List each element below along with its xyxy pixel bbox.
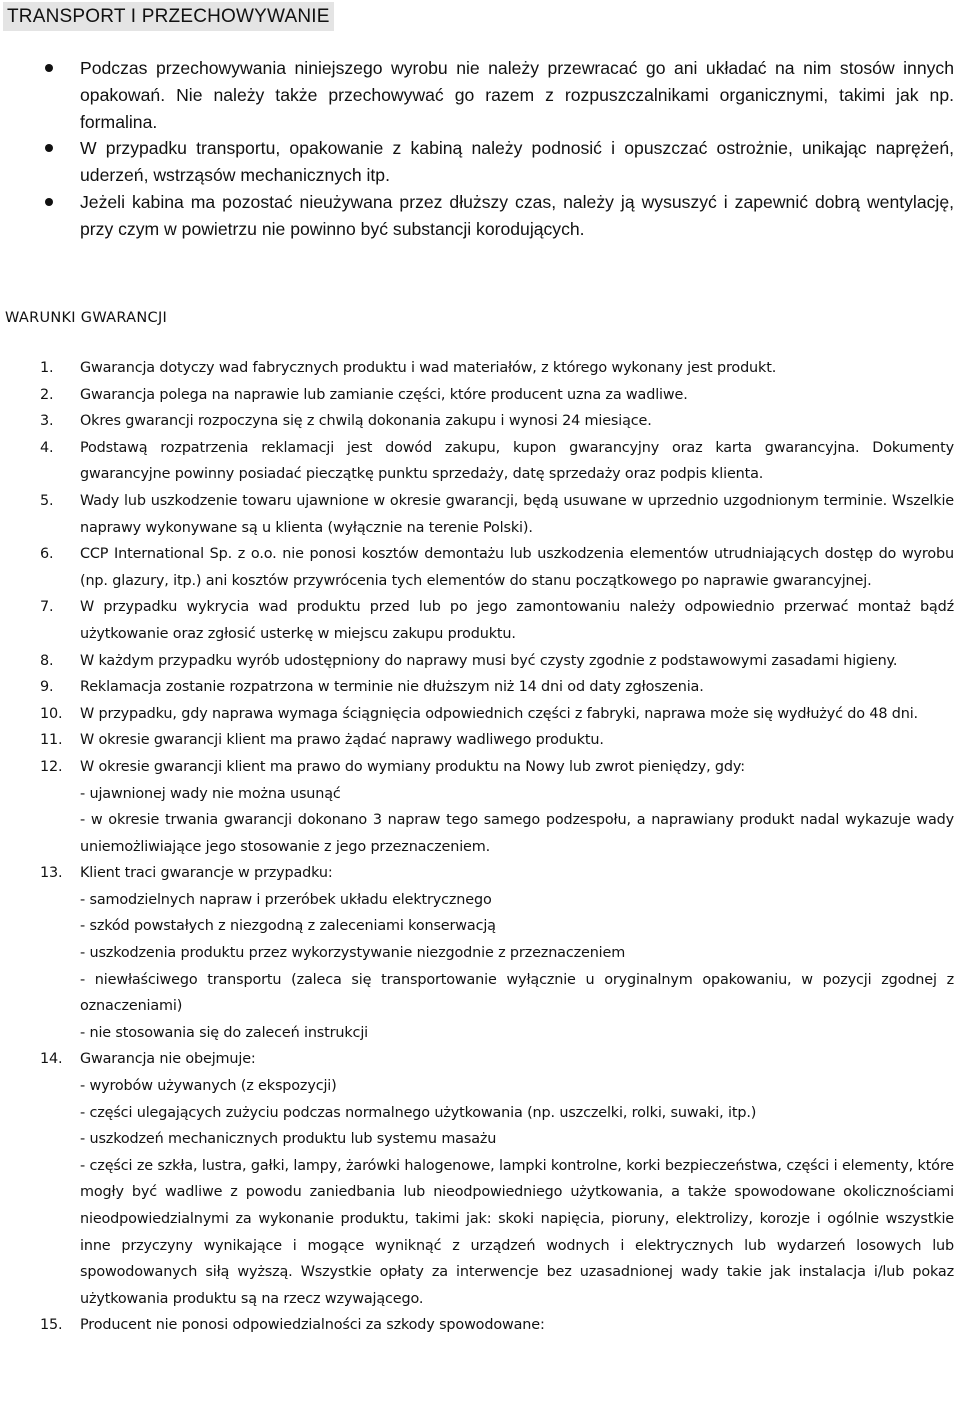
warranty-item — [0, 488, 960, 541]
warranty-item-text: CCP International Sp. z o.o. nie ponosi kosztów demontażu lub uszkodzenia elementów utrudniających dostęp do wyrobu (np. glazury, itp.) ani kosztów przywrócenia tych elementów do stanu początkowego po naprawie gwarancyjnej. — [80, 546, 954, 589]
warranty-item — [0, 648, 960, 675]
warranty-item-number: 7. — [40, 599, 54, 616]
warranty-item-text: Podstawą rozpatrzenia reklamacji jest dowód zakupu, kupon gwarancyjny oraz karta gwarancyjna. Dokumenty gwarancyjne powinny posiadać pieczątkę punktu sprzedaży, datę sprzedaży oraz podpis klienta. — [80, 439, 954, 483]
warranty-subitem: - części ze szkła, lustra, gałki, lampy, żarówki halogenowe, lampki kontrolne, korki bezpieczeństwa, części i elementy, które mogły być wadliwe z powodu zaniedbania lub nieodpowiedniego użytkowania, a także spowodowane okolicznościami nieodpowiedzialnymi za wykonanie produktu, takimi jak: skoki napięcia, pioruny, elektrolizy, korozje i ogólnie wszystkie inne przyczyny wynikające i mogące wyniknąć z urządzeń wodnych i elektrycznych lub wydarzeń losowych lub spowodowanych siłą wyższą. Wszystkie opłaty za interwencje bez uzasadnionej wady takie jak instalacja i/lub pokaz użytkowania produktu są na rzecz wzywającego. — [80, 1157, 954, 1307]
warranty-item — [0, 355, 960, 382]
warranty-item — [0, 594, 960, 647]
warranty-item-number: 8. — [40, 652, 54, 669]
bullet-dot-icon — [45, 144, 53, 152]
warranty-item-text: W okresie gwarancji klient ma prawo żądać naprawy wadliwego produktu. — [80, 732, 604, 749]
section-heading-warranty: WARUNKI GWARANCJI — [5, 310, 168, 326]
warranty-subitem: - uszkodzenia produktu przez wykorzystywanie niezgodnie z przeznaczeniem — [80, 945, 626, 962]
warranty-item — [0, 541, 960, 594]
warranty-subitem: - samodzielnych napraw i przeróbek układu elektrycznego — [80, 891, 492, 908]
storage-bullet-list — [0, 55, 960, 243]
warranty-item — [0, 382, 960, 409]
bullet-text: W przypadku transportu, opakowanie z kabiną należy podnosić i opuszczać ostrożnie, unikając naprężeń, uderzeń, wstrząsów mechanicznych itp. — [80, 138, 954, 186]
warranty-subitem: - nie stosowania się do zaleceń instrukcji — [80, 1024, 369, 1041]
warranty-item-text: W każdym przypadku wyrób udostępniony do naprawy musi być czysty zgodnie z podstawowymi zasadami higieny. — [80, 652, 898, 669]
warranty-item-text: Klient traci gwarancje w przypadku: — [80, 865, 333, 882]
warranty-item — [0, 860, 960, 1046]
warranty-item-number: 15. — [40, 1317, 63, 1334]
warranty-item — [0, 435, 960, 488]
warranty-item-number: 6. — [40, 546, 54, 563]
bullet-dot-icon — [45, 198, 53, 206]
warranty-item-text: Wady lub uszkodzenie towaru ujawnione w okresie gwarancji, będą usuwane w uprzednio uzgodnionym terminie. Wszelkie naprawy wykonywane są u klienta (wyłącznie na terenie Polski). — [80, 492, 954, 536]
bullet-item — [0, 189, 960, 243]
warranty-item — [0, 1312, 960, 1339]
warranty-item-text: Gwarancja nie obejmuje: — [80, 1051, 256, 1068]
bullet-text: Podczas przechowywania niniejszego wyrobu nie należy przewracać go ani układać na nim stosów innych opakowań. Nie należy także przechowywać go razem z rozpuszczalnikami organicznymi, takimi jak np. formalina. — [80, 58, 954, 132]
warranty-item-number: 11. — [40, 732, 63, 749]
warranty-item-number: 12. — [40, 758, 63, 775]
warranty-item-number: 4. — [40, 439, 54, 456]
bullet-item — [0, 135, 960, 189]
warranty-item-text: W okresie gwarancji klient ma prawo do wymiany produktu na Nowy lub zwrot pieniędzy, gdy: — [80, 758, 745, 775]
warranty-item — [0, 408, 960, 435]
warranty-item-text: Producent nie ponosi odpowiedzialności za szkody spowodowane: — [80, 1317, 545, 1334]
warranty-item-number: 14. — [40, 1051, 63, 1068]
warranty-subitem: - części ulegających zużyciu podczas normalnego użytkowania (np. uszczelki, rolki, suwaki, itp.) — [80, 1104, 757, 1121]
warranty-list — [0, 355, 960, 1339]
warranty-item-text: W przypadku wykrycia wad produktu przed lub po jego zamontowaniu należy odpowiednio przerwać montaż bądź użytkowanie oraz zgłosić usterkę w miejscu zakupu produktu. — [80, 599, 954, 642]
warranty-item-number: 5. — [40, 492, 54, 509]
warranty-item-text: Gwarancja dotyczy wad fabrycznych produktu i wad materiałów, z którego wykonany jest produkt. — [80, 360, 777, 376]
section-heading-transport: TRANSPORT I PRZECHOWYWANIE — [3, 2, 334, 31]
warranty-item-text: Okres gwarancji rozpoczyna się z chwilą dokonania zakupu i wynosi 24 miesiące. — [80, 413, 652, 430]
warranty-item-text: Reklamacja zostanie rozpatrzona w terminie nie dłuższym niż 14 dni od daty zgłoszenia. — [80, 679, 704, 696]
warranty-item — [0, 701, 960, 728]
warranty-subitem: - wyrobów używanych (z ekspozycji) — [80, 1078, 337, 1095]
warranty-item-number: 13. — [40, 865, 63, 882]
bullet-text: Jeżeli kabina ma pozostać nieużywana przez dłuższy czas, należy ją wysuszyć i zapewnić dobrą wentylację, przy czym w powietrzu nie powinno być substancji korodujących. — [80, 191, 954, 239]
warranty-item — [0, 1046, 960, 1312]
warranty-item-number: 2. — [40, 386, 54, 403]
warranty-subitem: - w okresie trwania gwarancji dokonano 3 napraw tego samego podzespołu, a naprawiany produkt nadal wykazuje wady uniemożliwiające jego stosowanie z jego przeznaczeniem. — [80, 812, 954, 855]
warranty-item-number: 10. — [40, 705, 63, 722]
warranty-item-text: Gwarancja polega na naprawie lub zamianie części, które producent uzna za wadliwe. — [80, 386, 688, 403]
warranty-item-number: 1. — [40, 360, 54, 376]
warranty-item-number: 9. — [40, 679, 54, 696]
warranty-item-text: W przypadku, gdy naprawa wymaga ściągnięcia odpowiednich części z fabryki, naprawa może się wydłużyć do 48 dni. — [80, 705, 918, 722]
warranty-subitem: - szkód powstałych z niezgodną z zaleceniami konserwacją — [80, 918, 496, 935]
bullet-item — [0, 55, 960, 135]
warranty-subitem: - ujawnionej wady nie można usunąć — [80, 785, 341, 802]
warranty-subitem: - uszkodzeń mechanicznych produktu lub systemu masażu — [80, 1131, 497, 1148]
warranty-item — [0, 754, 960, 860]
warranty-item-number: 3. — [40, 413, 54, 430]
bullet-dot-icon — [45, 64, 53, 72]
warranty-subitem: - niewłaściwego transportu (zaleca się transportowanie wyłącznie u oryginalnym opakowaniu, w pozycji zgodnej z oznaczeniami) — [80, 971, 954, 1015]
warranty-item — [0, 674, 960, 701]
warranty-item — [0, 727, 960, 754]
